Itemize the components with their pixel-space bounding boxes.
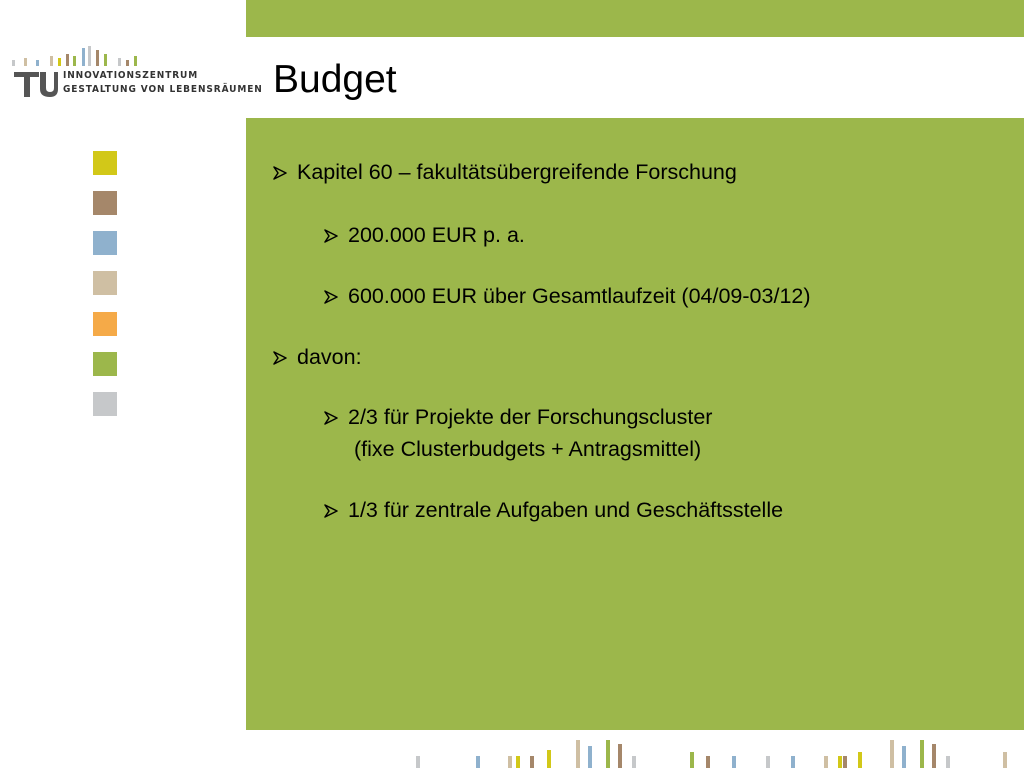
color-swatch-green [93,352,117,376]
arrow-bullet-icon [324,223,348,248]
arrow-bullet-icon [273,345,297,370]
bullet-item: 200.000 EUR p. a. [324,223,525,248]
bullet-continuation: (fixe Clusterbudgets + Antragsmittel) [354,437,702,461]
arrow-bullet-icon [324,405,348,430]
color-swatch-beige [93,271,117,295]
color-swatch-orange [93,312,117,336]
institute-logo [10,40,263,110]
bullet-item: Kapitel 60 – fakultätsübergreifende Forschung [273,160,737,185]
bullet-item: davon: [273,345,362,370]
logo-text: INNOVATIONSZENTRUM GESTALTUNG VON LEBENSRÄUMEN [63,70,263,95]
color-swatch-gray [93,392,117,416]
bullet-item: 1/3 für zentrale Aufgaben und Geschäftsstelle [324,498,783,523]
arrow-bullet-icon [324,498,348,523]
logo-color-bars [10,40,246,66]
color-swatch-yellow [93,151,117,175]
slide-title: Budget [273,58,397,101]
bullet-item: 600.000 EUR über Gesamtlaufzeit (04/09-03/12) [324,284,811,309]
header-green-band [246,0,1024,37]
tu-logo-icon [13,68,59,98]
arrow-bullet-icon [273,160,297,185]
footer-color-bars [246,730,1024,768]
bullet-list [246,118,1024,730]
arrow-bullet-icon [324,284,348,309]
bullet-item: 2/3 für Projekte der Forschungscluster [324,405,712,430]
color-swatch-brown [93,191,117,215]
color-swatch-blue [93,231,117,255]
